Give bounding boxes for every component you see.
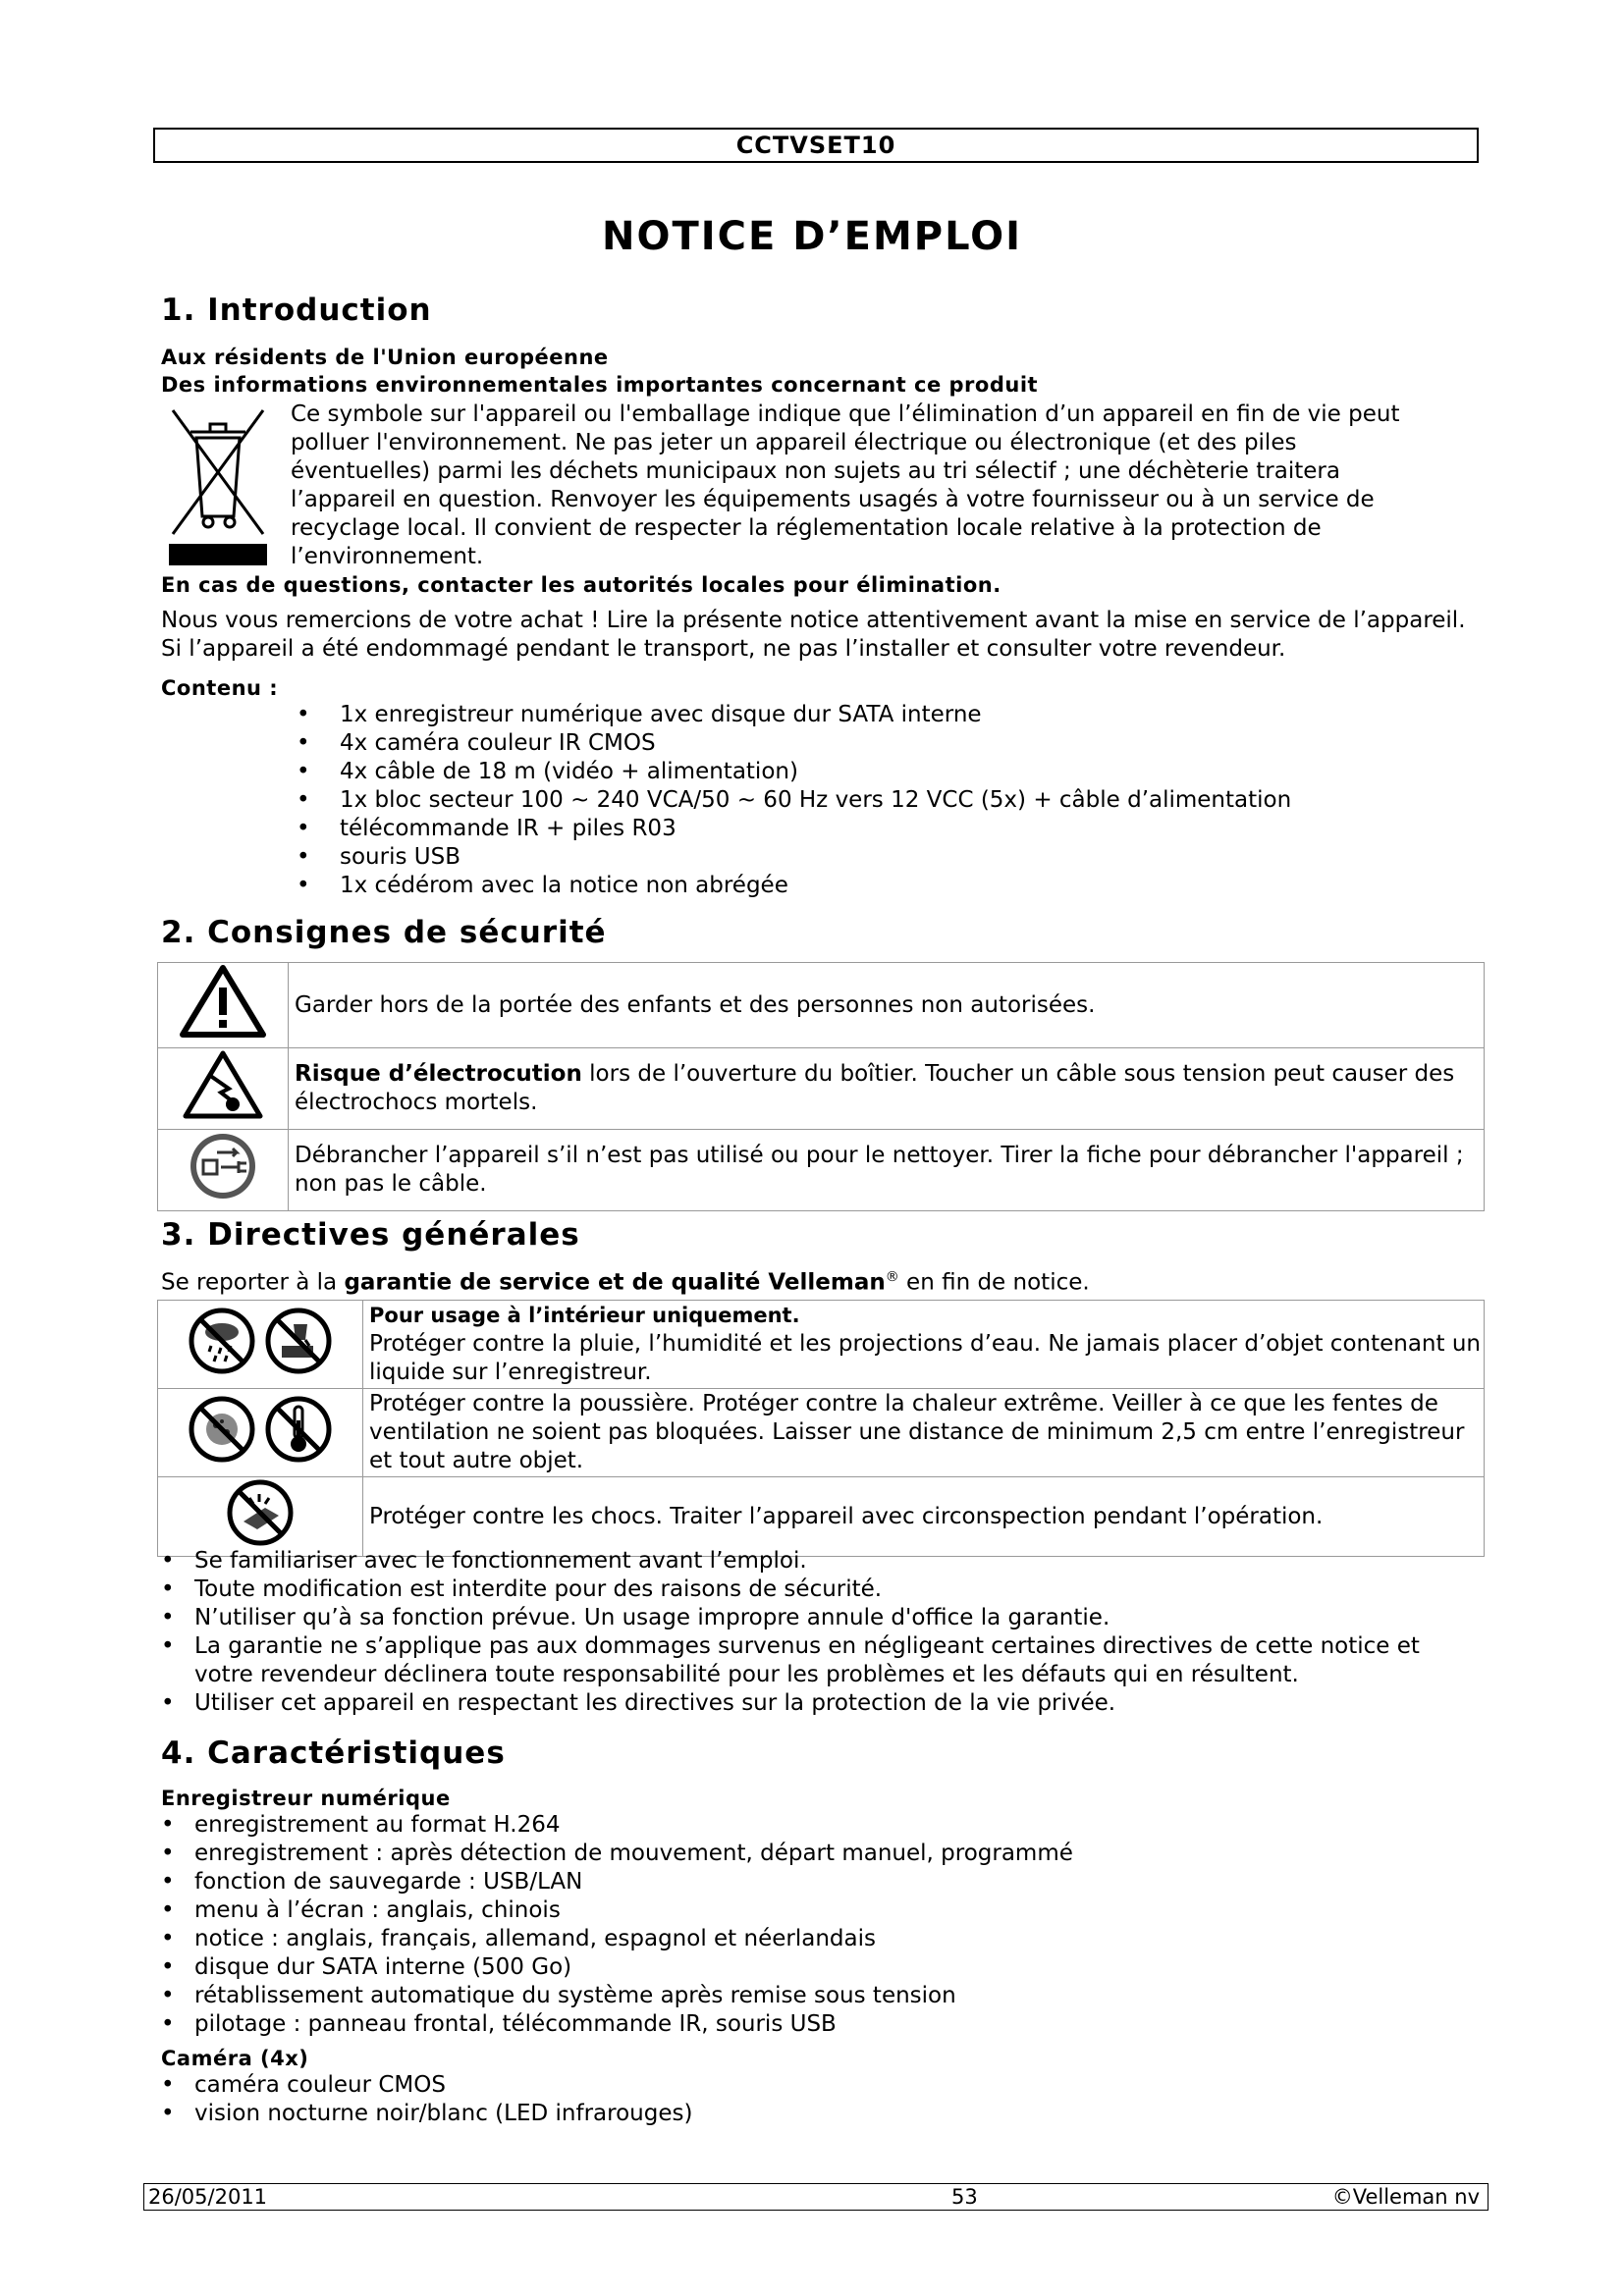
no-rain-icon xyxy=(188,1356,263,1381)
camera-label: Caméra (4x) xyxy=(161,2047,309,2070)
list-item: • Toute modification est interdite pour des raisons de sécurité. xyxy=(161,1575,1467,1604)
list-item: • rétablissement automatique du système après remise sous tension xyxy=(161,1982,1467,2010)
no-dust-icon xyxy=(188,1444,263,1469)
list-item: • télécommande IR + piles R03 xyxy=(297,815,1426,843)
safety-row-3-text: Débrancher l’appareil s’il n’est pas utilisé ou pour le nettoyer. Tirer la fiche pour débrancher l'appareil ; non pas le câble. xyxy=(289,1130,1485,1211)
list-item: • La garantie ne s’applique pas aux dommages survenus en négligeant certaines directives de cette notice et votre revendeur déclinera toute responsabilité pour les problèmes et les défauts qui en résultent. xyxy=(161,1632,1467,1689)
camera-specs-list xyxy=(161,2071,1467,2128)
electric-shock-icon xyxy=(182,1100,264,1126)
shock-risk-label: Risque d’électrocution xyxy=(295,1061,582,1087)
general-table xyxy=(157,1300,1485,1557)
weee-text: Ce symbole sur l'appareil ou l'emballage indique que l’élimination d’un appareil en fin de vie peut polluer l'environnement. Ne pas jeter un appareil électrique ou électronique (et des piles éventuelles) parmi les déchets municipaux non sujets au tri sélectif ; une déchèterie traitera l’appareil en question. Renvoyer les équipements usagés à votre fournisseur ou à un service de recyclage local. Il convient de respecter la réglementation locale relative à la protection de l’environnement. xyxy=(291,401,1400,569)
general-row xyxy=(158,1477,1485,1557)
general-row-3-text: Protéger contre les chocs. Traiter l’appareil avec circonspection pendant l’opération. xyxy=(363,1477,1485,1557)
unplug-icon xyxy=(188,1182,258,1207)
list-item: • souris USB xyxy=(297,843,1426,872)
thanks-paragraph: Nous vous remercions de votre achat ! Lire la présente notice attentivement avant la mise en service de l’appareil. Si l’appareil a été endommagé pendant le transport, ne pas l’installer et consulter votre revendeur. xyxy=(161,608,1466,662)
safety-row xyxy=(158,1048,1485,1130)
specs-heading: 4. Caractéristiques xyxy=(161,1735,506,1771)
recorder-specs-list xyxy=(161,1811,1467,2039)
eu-line-2: Des informations environnementales importantes concernant ce produit xyxy=(161,373,1039,397)
list-item: • fonction de sauvegarde : USB/LAN xyxy=(161,1868,1467,1896)
header-model: CCTVSET10 xyxy=(735,132,896,159)
guarantee-ref-post: en fin de notice. xyxy=(898,1269,1090,1296)
list-item: • 1x enregistreur numérique avec disque dur SATA interne xyxy=(297,701,1426,729)
list-item: • 1x bloc secteur 100 ~ 240 VCA/50 ~ 60 Hz vers 12 VCC (5x) + câble d’alimentation xyxy=(297,786,1426,815)
list-item: • pilotage : panneau frontal, télécommande IR, souris USB xyxy=(161,2010,1467,2039)
list-item: • menu à l’écran : anglais, chinois xyxy=(161,1896,1467,1925)
general-heading: 3. Directives générales xyxy=(161,1217,580,1253)
list-item: • Se familiariser avec le fonctionnement avant l’emploi. xyxy=(161,1547,1467,1575)
safety-heading: 2. Consignes de sécurité xyxy=(161,915,607,950)
safety-table xyxy=(157,962,1485,1211)
general-row-1-text: Protéger contre la pluie, l’humidité et les projections d’eau. Ne jamais placer d’objet contenant un liquide sur l’enregistreur. xyxy=(369,1331,1481,1385)
page-footer xyxy=(143,2183,1489,2211)
list-item: • 4x caméra couleur IR CMOS xyxy=(297,729,1426,758)
recorder-label: Enregistreur numérique xyxy=(161,1787,451,1810)
page-title: NOTICE D’EMPLOI xyxy=(601,214,1023,259)
guarantee-ref-pre: Se reporter à la xyxy=(161,1269,345,1296)
registered-mark: ® xyxy=(885,1269,899,1285)
general-row xyxy=(158,1389,1485,1477)
guarantee-reference xyxy=(161,1263,1467,1298)
list-item: • enregistrement : après détection de mouvement, départ manuel, programmé xyxy=(161,1840,1467,1868)
no-liquid-icon xyxy=(264,1356,333,1381)
questions-note: En cas de questions, contacter les autorités locales pour élimination. xyxy=(161,573,1001,597)
list-item: • caméra couleur CMOS xyxy=(161,2071,1467,2100)
general-row-2-text: Protéger contre la poussière. Protéger contre la chaleur extrême. Veiller à ce que les fentes de ventilation ne soient pas bloquées. Laisser une distance de minimum 2,5 cm entre l’enregistreur et tout autre objet. xyxy=(363,1389,1485,1477)
list-item: • N’utiliser qu’à sa fonction prévue. Un usage impropre annule d'office la garantie. xyxy=(161,1604,1467,1632)
contents-list xyxy=(297,701,1426,900)
list-item: • disque dur SATA interne (500 Go) xyxy=(161,1953,1467,1982)
warning-triangle-icon xyxy=(179,1019,267,1044)
safety-row xyxy=(158,963,1485,1048)
safety-row-1-text: Garder hors de la portée des enfants et des personnes non autorisées. xyxy=(289,963,1485,1048)
general-bullets xyxy=(161,1547,1467,1718)
list-item: • notice : anglais, français, allemand, espagnol et néerlandais xyxy=(161,1925,1467,1953)
list-item: • enregistrement au format H.264 xyxy=(161,1811,1467,1840)
list-item: • 4x câble de 18 m (vidéo + alimentation) xyxy=(297,758,1426,786)
guarantee-ref-bold: garantie de service et de qualité Velleman xyxy=(344,1269,886,1296)
general-row xyxy=(158,1301,1485,1389)
weee-bin-icon xyxy=(167,400,269,565)
footer-copyright: ©Velleman nv xyxy=(1331,2185,1480,2209)
safety-row xyxy=(158,1130,1485,1211)
footer-date: 26/05/2011 xyxy=(148,2185,268,2209)
footer-page-number: 53 xyxy=(951,2185,978,2209)
intro-heading: 1. Introduction xyxy=(161,293,432,328)
list-item: • 1x cédérom avec la notice non abrégée xyxy=(297,872,1426,900)
list-item: • vision nocturne noir/blanc (LED infrarouges) xyxy=(161,2100,1467,2128)
shock-risk-text: lors de l’ouverture du boîtier. Toucher un câble sous tension peut causer des électrochocs mortels. xyxy=(295,1061,1455,1115)
indoor-use-label: Pour usage à l’intérieur uniquement. xyxy=(369,1304,800,1327)
header-model-box xyxy=(153,128,1479,163)
contents-label: Contenu : xyxy=(161,676,279,700)
list-item: • Utiliser cet appareil en respectant les directives sur la protection de la vie privée. xyxy=(161,1689,1467,1718)
no-heat-icon xyxy=(264,1444,333,1469)
eu-line-1: Aux résidents de l'Union européenne xyxy=(161,346,609,369)
